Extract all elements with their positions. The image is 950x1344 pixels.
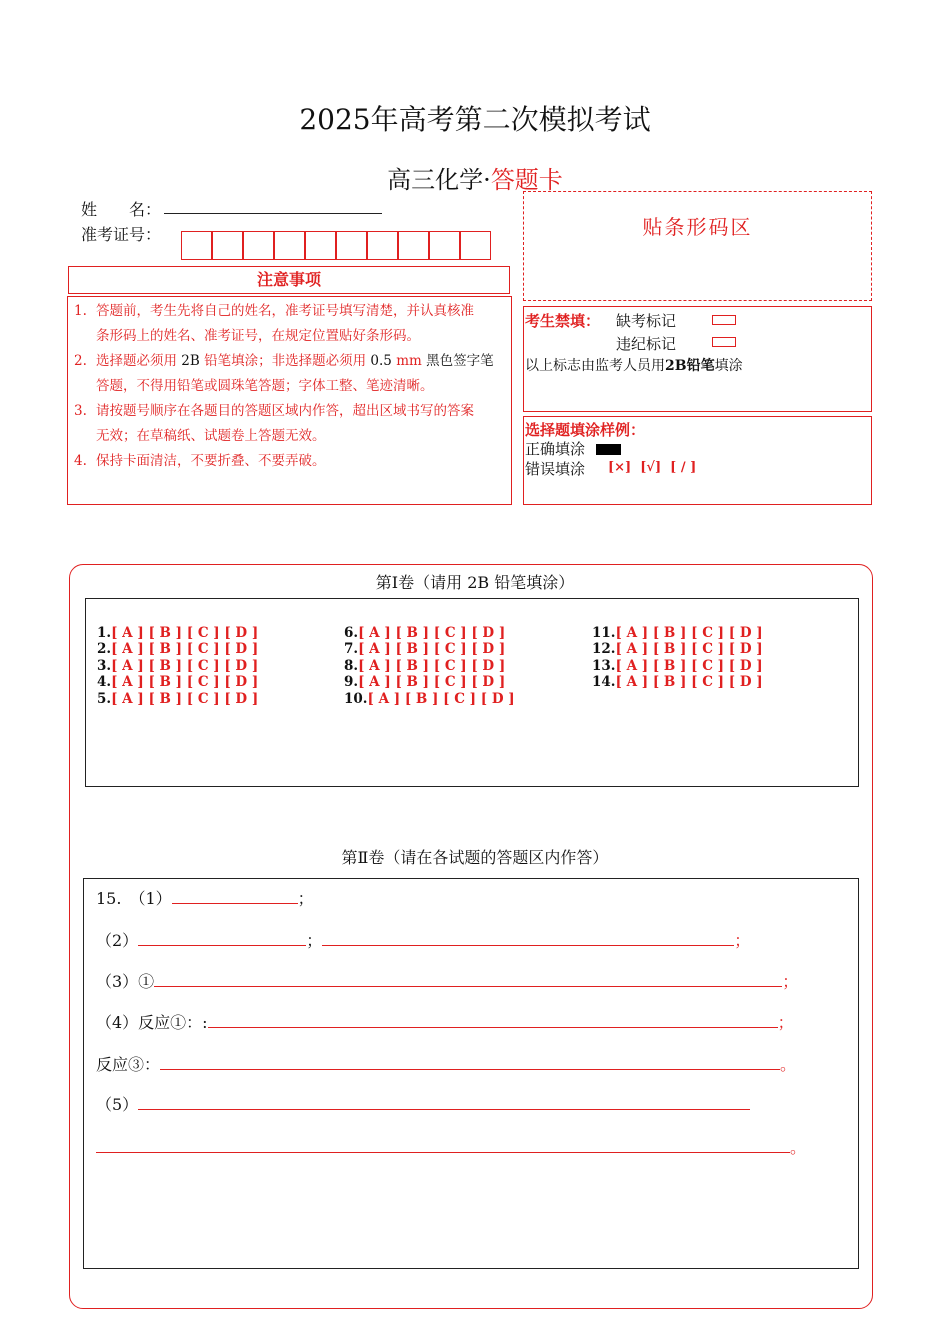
part2-title: 第Ⅱ卷（请在各试题的答题区内作答） <box>341 848 609 867</box>
choice-question[interactable]: 10.[ A ] [ B ] [ C ] [ D ] <box>344 691 515 707</box>
id-digit-box[interactable] <box>336 231 367 260</box>
fill-sample-box <box>523 416 872 505</box>
correct-fill-label: 正确填涂 <box>525 440 586 458</box>
barcode-label: 贴条形码区 <box>642 215 753 239</box>
wrong-fill-marks: [×] [√] [ / ] <box>608 460 697 475</box>
choice-question[interactable]: 4.[ A ] [ B ] [ C ] [ D ] <box>97 674 259 690</box>
violation-label: 违纪标记 <box>616 335 677 353</box>
id-digit-box[interactable] <box>274 231 305 260</box>
answer-blank[interactable] <box>172 889 298 904</box>
choice-question[interactable]: 8.[ A ] [ B ] [ C ] [ D ] <box>344 658 506 674</box>
choice-question[interactable]: 1.[ A ] [ B ] [ C ] [ D ] <box>97 625 259 641</box>
answer-blank[interactable] <box>322 931 734 946</box>
examiner-only-heading: 考生禁填： <box>525 312 601 330</box>
absent-label: 缺考标记 <box>616 312 677 330</box>
q15-part5-line2: 。 <box>96 1135 806 1158</box>
id-digit-box[interactable] <box>212 231 243 260</box>
choice-question[interactable]: 12.[ A ] [ B ] [ C ] [ D ] <box>592 641 763 657</box>
barcode-area <box>523 191 872 301</box>
notice-box <box>67 296 512 505</box>
choice-question[interactable]: 13.[ A ] [ B ] [ C ] [ D ] <box>592 658 763 674</box>
examiner-note: 以上标志由监考人员用2B铅笔填涂 <box>525 358 743 374</box>
choice-question[interactable]: 11.[ A ] [ B ] [ C ] [ D ] <box>592 625 763 641</box>
name-field[interactable] <box>164 213 382 214</box>
id-digit-box[interactable] <box>429 231 460 260</box>
q15-part1: 15. （1） ； <box>96 889 314 908</box>
id-digit-box[interactable] <box>367 231 398 260</box>
part1-title: 第Ⅰ卷（请用 2B 铅笔填涂） <box>375 573 575 592</box>
choice-question[interactable]: 5.[ A ] [ B ] [ C ] [ D ] <box>97 691 259 707</box>
absent-mark-box[interactable] <box>712 315 736 325</box>
id-digit-box[interactable] <box>398 231 429 260</box>
choice-question[interactable]: 3.[ A ] [ B ] [ C ] [ D ] <box>97 658 259 674</box>
q15-part2: （2） ； ； <box>96 931 751 950</box>
id-digit-box[interactable] <box>460 231 491 260</box>
answer-blank[interactable] <box>208 1013 778 1028</box>
wrong-fill-label: 错误填涂 <box>525 460 586 478</box>
answer-blank[interactable] <box>138 1095 750 1110</box>
answer-blank[interactable] <box>96 1138 790 1153</box>
q15-part4-reaction3: 反应③： 。 <box>96 1055 797 1074</box>
subtitle-card: 答题卡 <box>490 166 563 194</box>
choice-question[interactable]: 2.[ A ] [ B ] [ C ] [ D ] <box>97 641 259 657</box>
page-title: 2025年高考第二次模拟考试 <box>299 103 651 136</box>
answer-blank[interactable] <box>138 931 306 946</box>
id-digit-box[interactable] <box>181 231 212 260</box>
name-label: 姓 名： <box>81 200 162 219</box>
id-digit-box[interactable] <box>243 231 274 260</box>
notice-item-3: 3. 请按题号顺序在各题目的答题区域内作答，超出区域书写的答案 无效；在草稿纸、试题卷上答题无效。 <box>74 403 474 444</box>
q15-part5: （5） <box>96 1092 750 1115</box>
examiner-only-box <box>523 306 872 412</box>
q15-part4: （4）反应①：: ； <box>96 1013 794 1032</box>
answer-blank[interactable] <box>160 1055 780 1070</box>
notice-item-2: 2. 选择题必须用 2B 铅笔填涂；非选择题必须用 0.5 mm 黑色签字笔 答题，不得用铅笔或圆珠笔答题；字体工整、笔迹清晰。 <box>74 353 494 394</box>
answer-blank[interactable] <box>154 972 782 987</box>
id-label: 准考证号： <box>81 225 162 244</box>
choice-question[interactable]: 6.[ A ] [ B ] [ C ] [ D ] <box>344 625 506 641</box>
page-subtitle <box>0 160 950 195</box>
choice-question[interactable]: 7.[ A ] [ B ] [ C ] [ D ] <box>344 641 506 657</box>
choice-question[interactable]: 14.[ A ] [ B ] [ C ] [ D ] <box>592 674 763 690</box>
notice-item-1: 1. 答题前，考生先将自己的姓名，准考证号填写清楚，并认真核准 条形码上的姓名、准考证号，在规定位置贴好条形码。 <box>74 303 474 344</box>
choice-question[interactable]: 9.[ A ] [ B ] [ C ] [ D ] <box>344 674 506 690</box>
violation-mark-box[interactable] <box>712 337 736 347</box>
correct-fill-swatch <box>596 444 621 455</box>
notice-heading: 注意事项 <box>68 266 510 294</box>
fill-sample-heading: 选择题填涂样例： <box>525 421 646 439</box>
q15-part3: （3）① ； <box>96 972 799 991</box>
notice-item-4: 4. 保持卡面清洁，不要折叠、不要弄破。 <box>74 453 326 469</box>
subtitle-subject: 高三化学· <box>387 166 491 194</box>
id-digit-box[interactable] <box>305 231 336 260</box>
